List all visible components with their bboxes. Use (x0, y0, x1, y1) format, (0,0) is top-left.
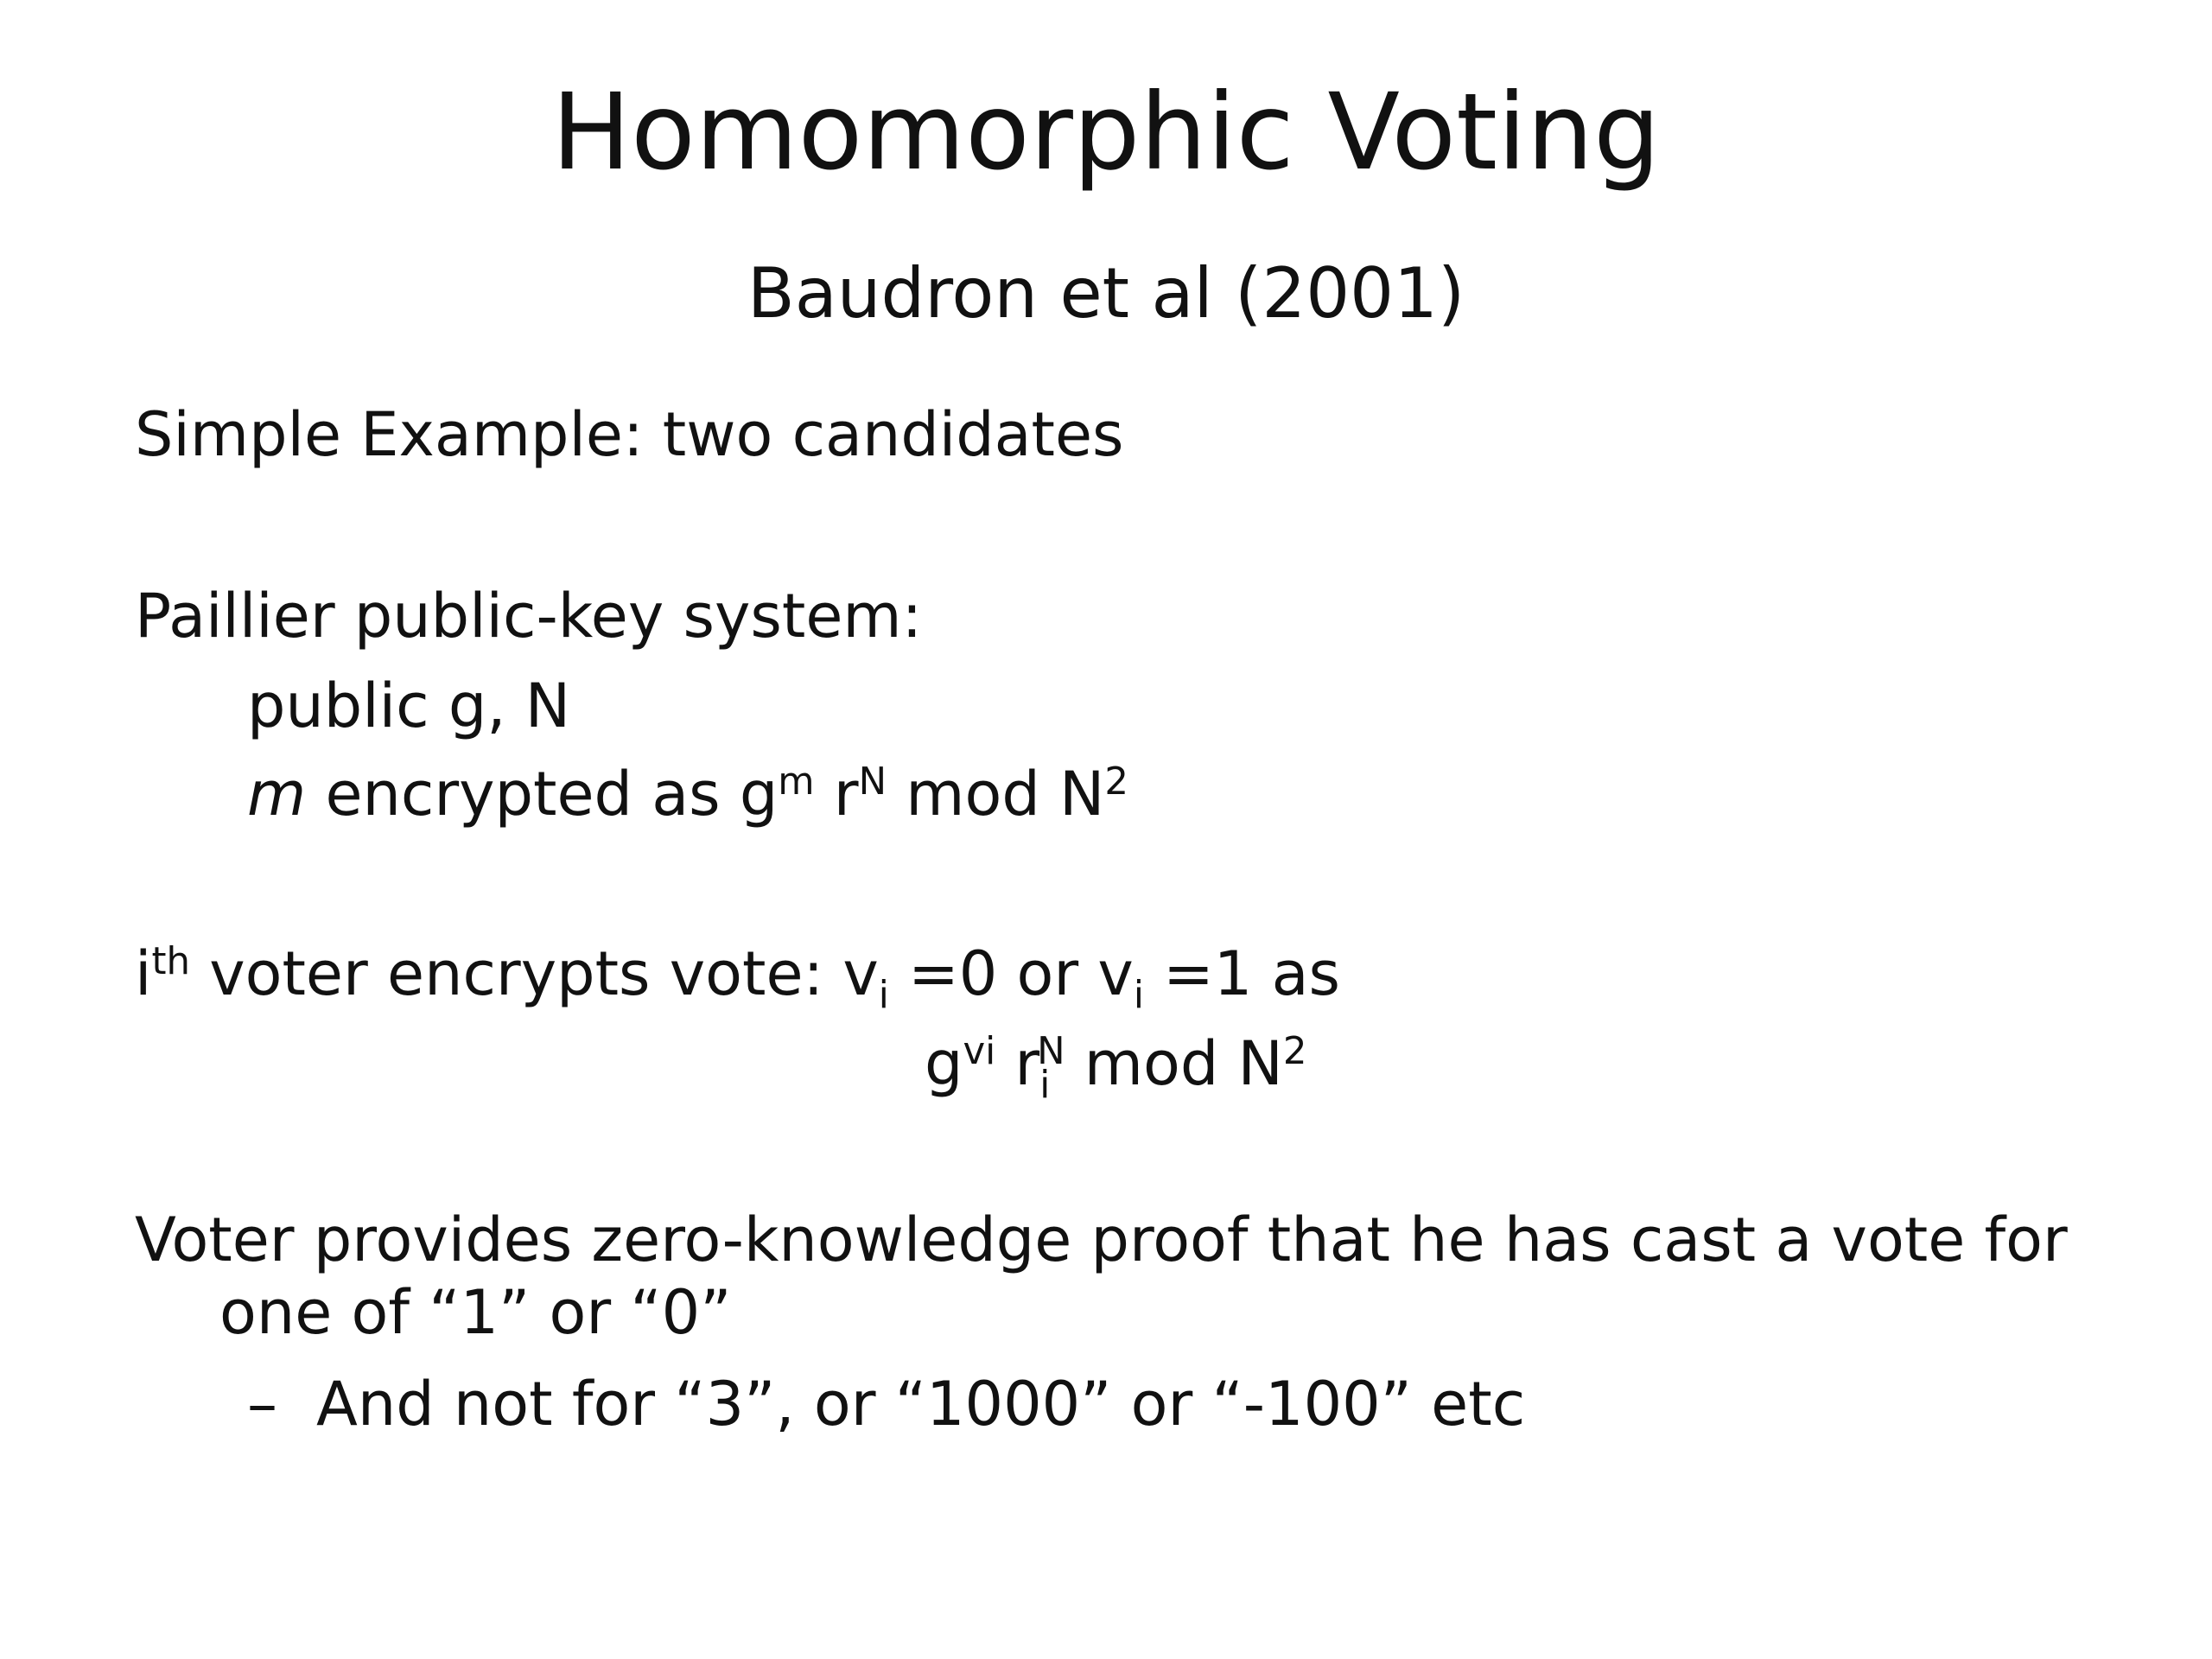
exponent-N: N (1037, 1030, 1065, 1074)
subscript-i-2: i (1133, 974, 1144, 1018)
voter-text-2: =0 or v (888, 938, 1134, 1009)
slide-title: Homomorphic Voting (551, 71, 1661, 194)
ith-superscript: th (151, 940, 190, 984)
ri-term: r (995, 1028, 1040, 1099)
simple-example-text: Simple Example: two candidates (135, 399, 1124, 470)
exponent-m: m (778, 760, 815, 804)
vote-encryption-formula (925, 1028, 1307, 1108)
exponent-2: 2 (1104, 760, 1128, 804)
mod-term: mod N (887, 759, 1105, 830)
paillier-heading: Paillier public-key system: (135, 581, 923, 652)
voter-text-3: =1 as (1143, 938, 1340, 1009)
message-variable: m (247, 759, 307, 830)
encryption-text: encrypted as g (306, 759, 779, 830)
paillier-public-params: public g, N (247, 671, 571, 741)
dash-bullet: – (247, 1369, 277, 1440)
paillier-encryption-formula (247, 759, 1128, 830)
sub-bullet (247, 1369, 1526, 1440)
exponent-N: N (858, 760, 887, 804)
subscript-i-1: i (878, 974, 889, 1018)
voter-encrypts-text (135, 938, 1340, 1018)
g-base: g (925, 1028, 963, 1099)
zk-proof-line-2: one of “1” or “0” (219, 1277, 732, 1348)
voter-text-1: voter encrypts vote: v (189, 938, 879, 1009)
exponent-vi: vi (963, 1030, 996, 1074)
exponent-2: 2 (1282, 1030, 1307, 1074)
zk-proof-line-1: Voter provides zero-knowledge proof that he has cast a vote for (135, 1205, 2068, 1275)
ith-base: i (135, 938, 152, 1009)
subscript-i: i (1039, 1064, 1051, 1108)
sub-bullet-text: And not for “3”, or “1000” or “-100” etc (316, 1369, 1526, 1440)
r-term: r (814, 759, 859, 830)
mod-term: mod N (1065, 1028, 1283, 1099)
slide-subtitle: Baudron et al (2001) (747, 253, 1465, 334)
